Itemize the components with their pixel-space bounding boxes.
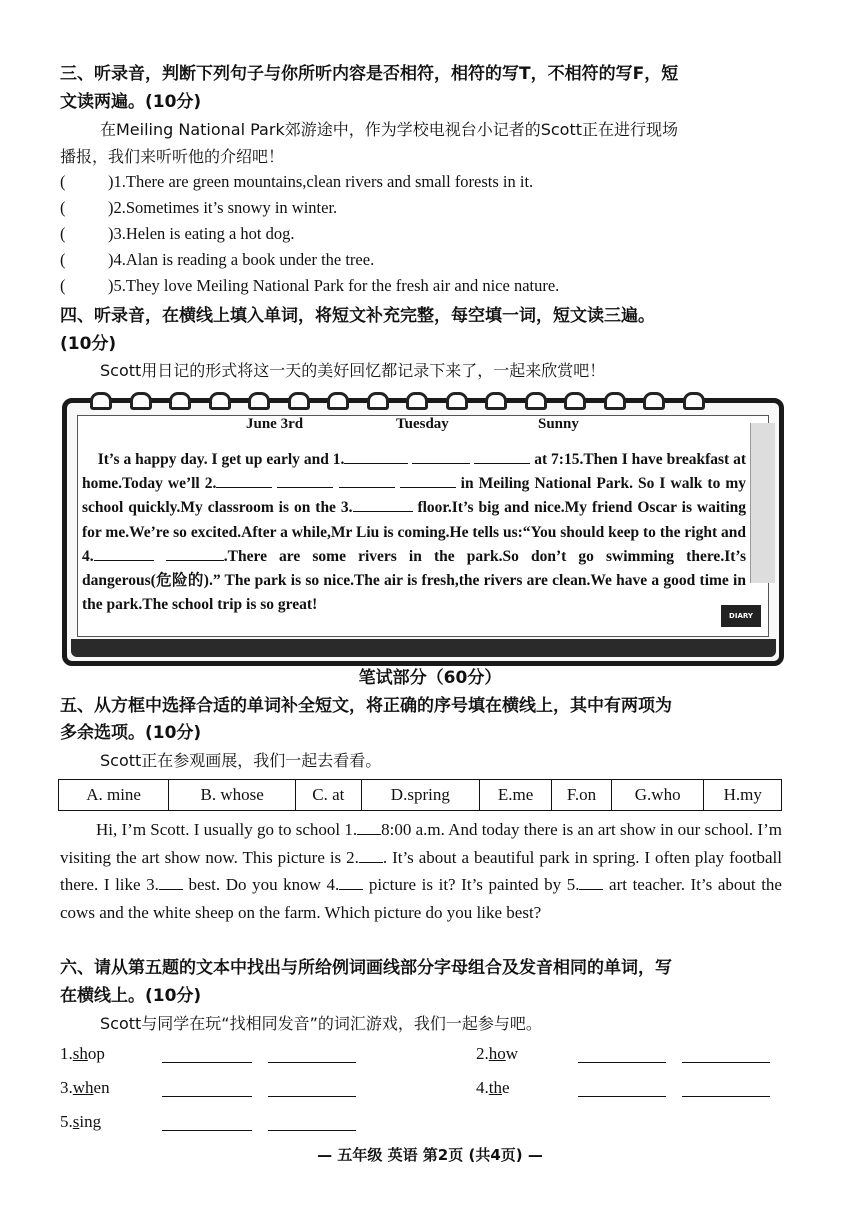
ring-icon: [446, 392, 468, 410]
word-answer-line[interactable]: [682, 1096, 770, 1097]
diary-weather: Sunny: [538, 416, 579, 432]
ring-icon: [209, 392, 231, 410]
section4-intro: Scott用日记的形式将这一天的美好回忆都记录下来了，一起来欣赏吧！: [100, 361, 606, 380]
word-answer-line[interactable]: [578, 1096, 666, 1097]
tf-item-text: )5.They love Meiling National Park for the fresh air and nice nature.: [108, 276, 560, 295]
word-answer-line[interactable]: [578, 1062, 666, 1063]
passage-part: art teacher. It’s about the cows and the white sheep on the farm. Which picture do you like best?: [60, 875, 782, 922]
diary-text-part: .There are some rivers in the park.So don’t go swimming there.It’s dangerous(危险的).” The park is so nice.The air is fresh,the rivers are clean.We have a good time in the park.The school trip is so great!: [82, 547, 747, 614]
blank-4a[interactable]: [94, 546, 154, 561]
blank-3[interactable]: [353, 497, 413, 512]
blank-2d[interactable]: [400, 473, 456, 488]
answer-paren[interactable]: (: [60, 224, 66, 243]
diary-text-part: It’s a happy day. I get up early and 1.: [97, 451, 345, 468]
diary-date: June 3rd: [246, 416, 304, 432]
written-part-heading: 笔试部分（60分）: [358, 668, 502, 688]
answer-paren[interactable]: (: [60, 172, 66, 191]
example-word-4: 4.the: [476, 1078, 510, 1097]
answer-blank-5[interactable]: [579, 875, 603, 890]
diary-cover-edge: [71, 639, 776, 657]
blank-1b[interactable]: [412, 449, 470, 464]
tf-item: [60, 169, 559, 195]
blank-2b[interactable]: [277, 473, 333, 488]
answer-blank-2[interactable]: [359, 848, 383, 863]
answer-paren[interactable]: (: [60, 276, 66, 295]
passage-part: . It’s about a beautiful park in spring. I often play football there. I like 3.: [60, 847, 783, 894]
ring-icon: [169, 392, 191, 410]
section3-title-line1: 三、听录音，判断下列句子与你所听内容是否相符，相符的写T，不相符的写F，短: [60, 64, 679, 84]
diary-text-part: in Meiling National Park. So I walk to my school quickly.My classroom is on the 3.: [82, 475, 747, 517]
section6-title-line1: 六、请从第五题的文本中找出与所给例词画线部分字母组合及发音相同的单词，写: [60, 958, 672, 978]
ring-icon: [564, 392, 586, 410]
option-cell: H.my: [704, 780, 782, 811]
answer-blank-3[interactable]: [159, 875, 183, 890]
tf-item-text: )1.There are green mountains,clean rivers and small forests in it.: [108, 172, 534, 191]
section5-title-line1: 五、从方框中选择合适的单词补全短文，将正确的序号填在横线上，其中有两项为: [60, 696, 672, 716]
option-cell: F.on: [552, 780, 612, 811]
answer-blank-4[interactable]: [339, 875, 363, 890]
ring-icon: [248, 392, 270, 410]
blank-1c[interactable]: [474, 449, 530, 464]
ring-icon: [604, 392, 626, 410]
word-answer-line[interactable]: [162, 1130, 252, 1131]
tf-item-text: )2.Sometimes it’s snowy in winter.: [108, 198, 338, 217]
word-answer-line[interactable]: [268, 1062, 356, 1063]
section4-title-line1: 四、听录音，在横线上填入单词，将短文补充完整，每空填一词，短文读三遍。: [60, 306, 655, 326]
passage-part: best. Do you know 4.: [182, 875, 340, 894]
answer-paren[interactable]: (: [60, 198, 66, 217]
passage-part: Hi, I’m Scott. I usually go to school 1.: [96, 820, 358, 839]
ring-icon: [485, 392, 507, 410]
option-cell: C. at: [296, 780, 361, 811]
section6-title-line2: 在横线上。(10分): [60, 986, 202, 1006]
answer-paren[interactable]: (: [60, 250, 66, 269]
page-footer: — 五年级 英语 第2页 (共4页) —: [317, 1146, 543, 1164]
option-cell: E.me: [480, 780, 552, 811]
diary-text: [82, 448, 746, 617]
ring-icon: [90, 392, 112, 410]
ring-icon: [406, 392, 428, 410]
example-word-1: 1.shop: [60, 1044, 105, 1063]
option-cell: D.spring: [361, 780, 480, 811]
section5-title-line2: 多余选项。(10分): [60, 723, 202, 743]
diary-weekday: Tuesday: [396, 416, 449, 432]
example-word-2: 2.how: [476, 1044, 519, 1063]
tf-item-list: [60, 169, 559, 299]
ring-icon: [683, 392, 705, 410]
word-answer-line[interactable]: [268, 1096, 356, 1097]
options-box: [58, 779, 782, 811]
example-word-3: 3.when: [60, 1078, 110, 1097]
ring-icon: [643, 392, 665, 410]
ring-icon: [327, 392, 349, 410]
diary-text-part: floor.It’s big and nice.My friend Oscar is waiting for me.We’re so excited.After a while,Mr Liu is coming.He tells us:“You should keep to the right and 4.: [82, 499, 747, 565]
word-answer-line[interactable]: [162, 1062, 252, 1063]
section5-passage: [60, 816, 782, 926]
ring-icon: [367, 392, 389, 410]
passage-part: picture is it? It’s painted by 5.: [363, 875, 580, 894]
tf-item-text: )4.Alan is reading a book under the tree.: [108, 250, 375, 269]
diary-binding-rings: [90, 392, 770, 412]
answer-blank-1[interactable]: [357, 820, 381, 835]
section3-title-line2: 文读两遍。(10分): [60, 92, 202, 112]
tf-item: [60, 221, 559, 247]
option-cell: B. whose: [169, 780, 296, 811]
passage-part: 8:00 a.m. And today there is an art show in our school. I’m visiting the art show now. This picture is 2.: [60, 820, 782, 867]
blank-1a[interactable]: [344, 449, 408, 464]
ring-icon: [130, 392, 152, 410]
diary-side-tab: [750, 423, 775, 583]
option-cell: A. mine: [59, 780, 169, 811]
option-cell: G.who: [611, 780, 703, 811]
tf-item: [60, 273, 559, 299]
diary-card: [62, 392, 780, 660]
example-word-5: 5.sing: [60, 1112, 102, 1131]
ring-icon: [288, 392, 310, 410]
diary-text-part: at 7:15.Then I have breakfast at home.Today we’ll 2.: [82, 451, 747, 493]
diary-tag: DIARY: [721, 605, 761, 627]
blank-2a[interactable]: [216, 473, 272, 488]
ring-icon: [525, 392, 547, 410]
tf-item: [60, 247, 559, 273]
word-answer-line[interactable]: [682, 1062, 770, 1063]
section3-intro-line2: 播报，我们来听听他的介绍吧！: [60, 147, 285, 166]
section6-intro: Scott与同学在玩“找相同发音”的词汇游戏，我们一起参与吧。: [100, 1014, 542, 1033]
blank-2c[interactable]: [339, 473, 395, 488]
section3-intro-line1: 在Meiling National Park郊游途中，作为学校电视台小记者的Scott正在进行现场: [100, 120, 678, 139]
section4-title-line2: (10分): [60, 334, 117, 354]
tf-item: [60, 195, 559, 221]
section5-intro: Scott正在参观画展，我们一起去看看。: [100, 751, 382, 770]
word-answer-line[interactable]: [162, 1096, 252, 1097]
blank-4b[interactable]: [166, 546, 224, 561]
tf-item-text: )3.Helen is eating a hot dog.: [108, 224, 295, 243]
word-answer-line[interactable]: [268, 1130, 356, 1131]
